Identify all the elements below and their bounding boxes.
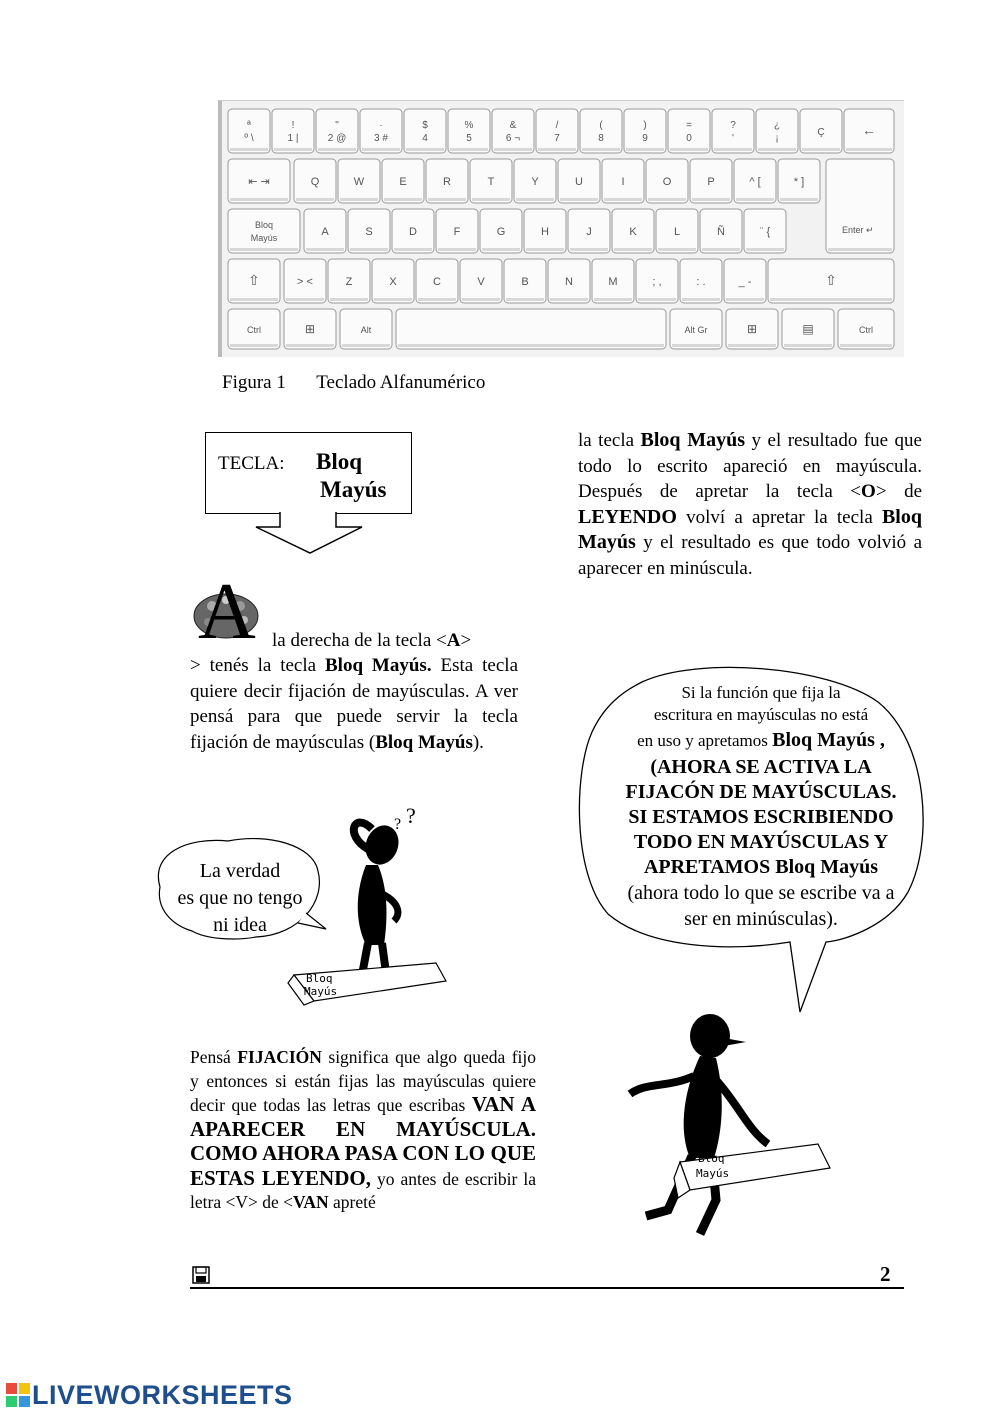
keyboard-key bbox=[328, 259, 370, 303]
dropcap bbox=[190, 568, 270, 656]
menu-key bbox=[782, 309, 834, 349]
left-paragraph-first-line: la derecha de la tecla <A> bbox=[272, 630, 472, 651]
pad-label-1: Bloq bbox=[306, 972, 333, 985]
shift-key bbox=[768, 259, 894, 303]
keyboard-key bbox=[360, 109, 402, 153]
svg-text:L: L bbox=[673, 226, 681, 238]
keyboard-key bbox=[744, 209, 786, 253]
speech-line: Si la función que fija la bbox=[681, 683, 841, 702]
svg-text:3 #: 3 # bbox=[374, 133, 388, 144]
bold-text: VAN A APARECER EN MAYÚSCULA. COMO AHORA PASA CON LO QUE ESTAS LEYENDO, bbox=[190, 1092, 537, 1190]
text: y el resultado fue que todo lo escrito apareció en mayúscula. Después de apretar la tecla < bbox=[578, 430, 922, 502]
altgr-key bbox=[670, 309, 722, 349]
backspace-key bbox=[844, 109, 894, 153]
speech-line: (ahora todo lo que se escribe va a bbox=[627, 882, 895, 904]
keyboard-image bbox=[222, 101, 904, 357]
space-key bbox=[396, 309, 666, 349]
svg-text:Q: Q bbox=[310, 176, 320, 188]
svg-text:B: B bbox=[521, 276, 529, 288]
svg-text:D: D bbox=[409, 226, 417, 238]
speech-line: TODO EN MAYÚSCULAS Y bbox=[633, 831, 889, 853]
svg-text:O: O bbox=[662, 176, 672, 188]
svg-text:←: ← bbox=[862, 122, 876, 138]
keyboard-key bbox=[646, 159, 688, 203]
keyboard-key bbox=[558, 159, 600, 203]
ctrl-key bbox=[228, 309, 280, 349]
svg-text:: .: : . bbox=[696, 276, 706, 288]
svg-text:F: F bbox=[453, 226, 461, 238]
svg-text:º \: º \ bbox=[244, 133, 254, 144]
keyboard-key bbox=[548, 259, 590, 303]
text: ). bbox=[472, 731, 484, 753]
keyboard-key bbox=[514, 159, 556, 203]
svg-text:G: G bbox=[496, 226, 506, 238]
dropcap-letter: A bbox=[198, 568, 256, 656]
svg-text:X: X bbox=[389, 276, 397, 288]
pad-label-2: Mayús bbox=[304, 985, 338, 998]
keyboard-key bbox=[680, 259, 722, 303]
callout-arrow-icon bbox=[254, 511, 364, 555]
svg-text:A: A bbox=[321, 226, 329, 238]
keyboard-key bbox=[656, 209, 698, 253]
text: Pensá bbox=[190, 1047, 238, 1067]
svg-text:⇤ ⇥: ⇤ ⇥ bbox=[248, 176, 270, 188]
svg-text:^ [: ^ [ bbox=[749, 176, 761, 188]
svg-text:▤: ▤ bbox=[802, 322, 814, 336]
speech-line-bold: Bloq Mayús , bbox=[772, 729, 885, 751]
thought-bubble-text bbox=[165, 858, 315, 939]
keyboard-key bbox=[470, 159, 512, 203]
keyboard-key bbox=[724, 259, 766, 303]
thought-line: La verdad bbox=[199, 860, 281, 882]
svg-text:_ -: _ - bbox=[738, 276, 752, 288]
svg-text:ª: ª bbox=[247, 120, 251, 131]
figure-caption bbox=[222, 372, 511, 394]
keyboard-key bbox=[304, 209, 346, 253]
text: la tecla bbox=[578, 430, 641, 451]
bold-text: Bloq Mayús bbox=[375, 731, 473, 753]
keyboard-key bbox=[338, 159, 380, 203]
svg-text:W: W bbox=[353, 176, 365, 188]
svg-text:S: S bbox=[365, 226, 373, 238]
bold-text: O bbox=[861, 481, 876, 502]
liveworksheets-logo-icon bbox=[6, 1383, 30, 1407]
svg-text:¡: ¡ bbox=[775, 133, 779, 144]
svg-text:K: K bbox=[629, 226, 637, 238]
keyboard-key bbox=[228, 109, 270, 153]
callout-label: TECLA: bbox=[218, 453, 285, 474]
keyboard-key bbox=[592, 259, 634, 303]
svg-text:N: N bbox=[565, 276, 573, 288]
windows-key bbox=[284, 309, 336, 349]
svg-text:5: 5 bbox=[466, 133, 472, 144]
bold-text: A bbox=[446, 630, 461, 651]
svg-text:9: 9 bbox=[642, 133, 648, 144]
svg-text:!: ! bbox=[291, 120, 295, 131]
svg-text:R: R bbox=[443, 176, 451, 188]
thought-line: es que no tengo bbox=[177, 887, 303, 909]
svg-text:7: 7 bbox=[554, 133, 560, 144]
keyboard-figure bbox=[218, 100, 904, 357]
keyboard-key bbox=[316, 109, 358, 153]
svg-text:1 |: 1 | bbox=[287, 133, 299, 144]
bottom-paragraph bbox=[190, 1046, 536, 1215]
callout-key-line2: Mayús bbox=[320, 477, 387, 502]
text: yo antes de escribir la letra <V> de < bbox=[190, 1168, 536, 1212]
keyboard-key bbox=[734, 159, 776, 203]
svg-text:H: H bbox=[541, 226, 549, 238]
thought-line: ni idea bbox=[213, 914, 267, 936]
svg-text:0: 0 bbox=[686, 133, 692, 144]
keyboard-key bbox=[392, 209, 434, 253]
svg-text:⇧: ⇧ bbox=[248, 272, 260, 288]
keyboard-key bbox=[480, 209, 522, 253]
svg-text:': ' bbox=[732, 133, 734, 144]
text: la derecha de la tecla < bbox=[272, 630, 447, 651]
svg-text:?: ? bbox=[730, 120, 736, 131]
ctrl-key bbox=[838, 309, 894, 349]
svg-text:Alt Gr: Alt Gr bbox=[684, 325, 708, 335]
keyboard-key bbox=[294, 159, 336, 203]
svg-text:⊞: ⊞ bbox=[304, 322, 316, 336]
keyboard-key bbox=[448, 109, 490, 153]
pad-label-2: Mayús bbox=[696, 1167, 730, 1180]
left-paragraph bbox=[190, 653, 518, 755]
bold-text: Bloq Mayús. bbox=[325, 655, 432, 676]
bold-text: Bloq Mayús bbox=[578, 505, 922, 553]
svg-text:⇧: ⇧ bbox=[825, 272, 837, 288]
bold-text: Bloq Mayús bbox=[640, 429, 746, 451]
keyboard-key bbox=[668, 109, 710, 153]
svg-text:E: E bbox=[399, 176, 407, 188]
svg-text:/: / bbox=[555, 120, 559, 131]
svg-text:Ñ: Ñ bbox=[717, 226, 725, 238]
svg-text:Ç: Ç bbox=[817, 127, 825, 138]
svg-text:C: C bbox=[433, 276, 441, 288]
svg-text:¿: ¿ bbox=[773, 120, 781, 131]
keyboard-key bbox=[284, 259, 326, 303]
figure-caption-label: Figura 1 bbox=[222, 372, 286, 393]
text: volví a apretar la tecla bbox=[676, 506, 882, 528]
brand-name: LIVEWORKSHEETS bbox=[32, 1380, 293, 1410]
tab-key bbox=[228, 159, 290, 203]
text: > de bbox=[875, 481, 922, 502]
text: apreté bbox=[328, 1192, 376, 1212]
svg-text:?: ? bbox=[406, 805, 416, 828]
keyboard-key bbox=[272, 109, 314, 153]
pressing-figure-illustration bbox=[618, 1010, 838, 1242]
text: Esta tecla quiere decir fijación de mayúsculas. A ver pensá para que puede servir la tecla fijación de mayúsculas ( bbox=[190, 655, 518, 753]
keyboard-key bbox=[712, 109, 754, 153]
speech-line: FIJACÓN DE MAYÚSCULAS. bbox=[625, 781, 897, 803]
svg-text:; ,: ; , bbox=[652, 276, 662, 288]
speech-line: (AHORA SE ACTIVA LA bbox=[650, 756, 872, 778]
keyboard-key bbox=[580, 109, 622, 153]
svg-text:?: ? bbox=[394, 816, 402, 833]
keyboard-key bbox=[416, 259, 458, 303]
bold-text: LEYENDO bbox=[578, 505, 677, 528]
speech-line: escritura en mayúsculas no está bbox=[653, 705, 869, 724]
windows-key bbox=[726, 309, 778, 349]
keyboard-key bbox=[624, 109, 666, 153]
svg-text:8: 8 bbox=[598, 133, 604, 144]
keyboard-key bbox=[612, 209, 654, 253]
svg-text:Y: Y bbox=[531, 176, 539, 188]
keyboard-key bbox=[700, 209, 742, 253]
footer-rule bbox=[190, 1287, 904, 1289]
svg-text:Mayús: Mayús bbox=[250, 233, 278, 243]
keyboard-key bbox=[524, 209, 566, 253]
svg-text:$: $ bbox=[422, 120, 428, 131]
shift-key bbox=[228, 259, 280, 303]
svg-text:&: & bbox=[509, 120, 517, 131]
pad-label-1: Bloq bbox=[698, 1152, 725, 1165]
svg-text:): ) bbox=[643, 120, 647, 131]
speech-line: en uso y apretamos bbox=[637, 731, 773, 750]
keyboard-key bbox=[756, 109, 798, 153]
enter-label: Enter ↵ bbox=[842, 225, 874, 235]
svg-text:I: I bbox=[621, 176, 625, 188]
svg-text:* ]: * ] bbox=[793, 176, 805, 188]
enter-key bbox=[826, 159, 894, 253]
keyboard-key bbox=[800, 109, 842, 153]
keyboard-key bbox=[690, 159, 732, 203]
svg-text:U: U bbox=[575, 176, 583, 188]
svg-text:Ctrl: Ctrl bbox=[247, 325, 261, 335]
keyboard-key bbox=[436, 209, 478, 253]
svg-text:P: P bbox=[707, 176, 715, 188]
svg-text:Ctrl: Ctrl bbox=[859, 325, 873, 335]
bold-text: FIJACIÓN bbox=[237, 1047, 322, 1067]
svg-text:V: V bbox=[477, 276, 485, 288]
alt-key bbox=[340, 309, 392, 349]
keyboard-key bbox=[504, 259, 546, 303]
speech-line: ser en minúsculas). bbox=[684, 908, 838, 930]
keyboard-key bbox=[404, 109, 446, 153]
svg-text:": " bbox=[335, 120, 339, 131]
svg-text:J: J bbox=[586, 226, 592, 238]
keyboard-key bbox=[348, 209, 390, 253]
keyboard-key bbox=[492, 109, 534, 153]
keyboard-key bbox=[536, 109, 578, 153]
speech-line: APRETAMOS Bloq Mayús bbox=[643, 856, 879, 878]
bold-text: VAN bbox=[292, 1192, 329, 1212]
text: > tenés la tecla bbox=[190, 655, 325, 676]
callout-key-line1: Bloq bbox=[316, 449, 363, 474]
svg-text:=: = bbox=[686, 120, 692, 131]
svg-text:T: T bbox=[487, 176, 495, 188]
keyboard-key bbox=[426, 159, 468, 203]
svg-text:M: M bbox=[608, 276, 618, 288]
page-number: 2 bbox=[880, 1262, 891, 1286]
text: significa que algo queda fijo y entonces si están fijas las mayúsculas quiere decir que todas las letras que escribas bbox=[190, 1047, 537, 1115]
svg-text:%: % bbox=[464, 120, 474, 131]
keyboard-key bbox=[602, 159, 644, 203]
svg-text:¨ {: ¨ { bbox=[759, 226, 771, 238]
floppy-disk-icon bbox=[192, 1266, 210, 1284]
text: y el resultado es que todo volvió a aparecer en minúscula. bbox=[578, 532, 922, 579]
keyboard-key bbox=[382, 159, 424, 203]
svg-text:·: · bbox=[379, 120, 383, 131]
svg-text:6 ¬: 6 ¬ bbox=[505, 133, 521, 144]
key-callout-box bbox=[205, 432, 412, 514]
caps-lock-key bbox=[228, 209, 300, 253]
svg-text:Bloq: Bloq bbox=[254, 220, 274, 230]
keyboard-key bbox=[460, 259, 502, 303]
keyboard-key bbox=[636, 259, 678, 303]
liveworksheets-brand bbox=[6, 1380, 293, 1411]
speech-line: SI ESTAMOS ESCRIBIENDO bbox=[628, 806, 894, 828]
svg-text:4: 4 bbox=[422, 133, 428, 144]
right-paragraph bbox=[578, 428, 922, 581]
figure-caption-title: Teclado Alfanumérico bbox=[316, 372, 486, 393]
keyboard-key bbox=[568, 209, 610, 253]
keyboard-key bbox=[778, 159, 820, 203]
svg-text:2 @: 2 @ bbox=[327, 133, 347, 144]
speech-bubble-text bbox=[596, 682, 926, 932]
svg-text:Z: Z bbox=[345, 276, 353, 288]
svg-text:(: ( bbox=[599, 120, 603, 131]
svg-text:Alt: Alt bbox=[360, 325, 372, 335]
keyboard-key bbox=[372, 259, 414, 303]
svg-text:> <: > < bbox=[297, 276, 313, 288]
svg-text:⊞: ⊞ bbox=[746, 322, 758, 336]
